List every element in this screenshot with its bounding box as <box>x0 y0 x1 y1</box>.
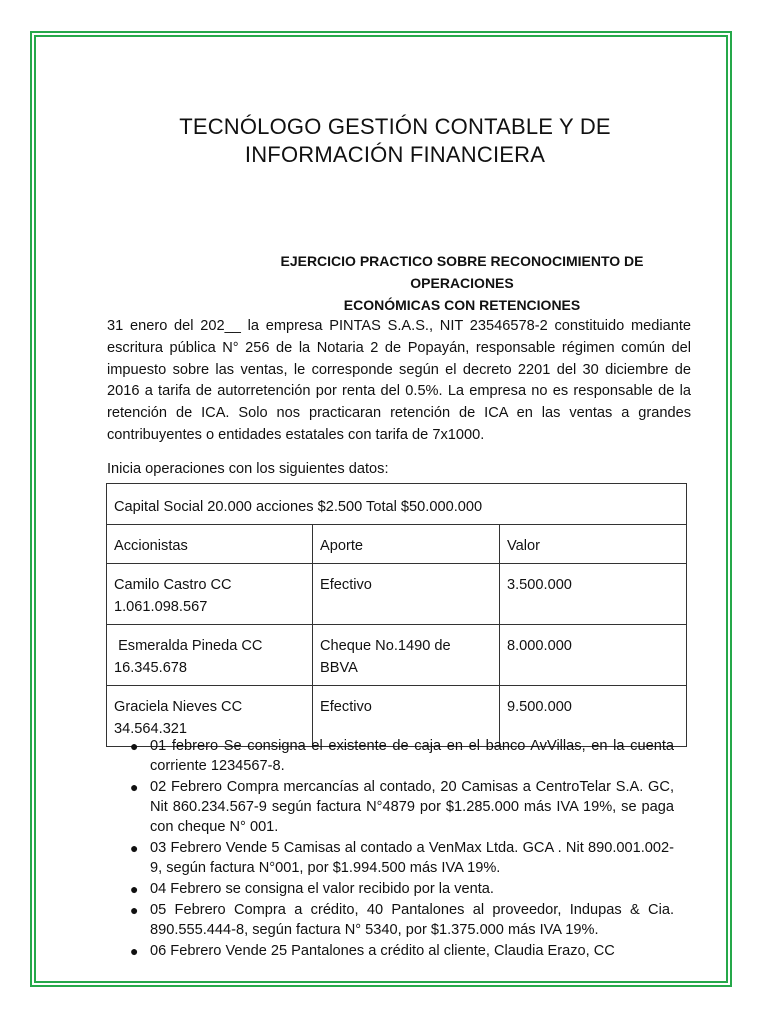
table-row <box>107 564 687 625</box>
exercise-subtitle <box>228 250 696 316</box>
operation-text: 03 Febrero Vende 5 Camisas al contado a VenMax Ltda. GCA . Nit 890.001.002-9, según factura N°001, por $1.994.500 más IVA 19%. <box>150 840 674 876</box>
list-item <box>128 941 674 961</box>
list-item <box>128 736 674 776</box>
list-item <box>128 879 674 899</box>
cell-aporte: Cheque No.1490 de BBVA <box>313 625 500 686</box>
capital-row <box>107 484 687 525</box>
bullet-icon: ● <box>130 902 139 918</box>
subtitle-line-1: EJERCICIO PRACTICO SOBRE RECONOCIMIENTO DE OPERACIONES <box>280 253 644 291</box>
cell-accionista: Graciela Nieves CC 34.564.321 <box>107 686 313 747</box>
cell-aporte: Efectivo <box>313 564 500 625</box>
cell-accionista: Esmeralda Pineda CC 16.345.678 <box>107 625 313 686</box>
bullet-icon: ● <box>130 779 139 795</box>
operation-text: 01 febrero Se consigna el existente de caja en el banco AvVillas, en la cuenta corriente 1234567-8. <box>150 738 674 774</box>
table-row <box>107 625 687 686</box>
lead-text: Inicia operaciones con los siguientes datos: <box>107 461 389 477</box>
intro-paragraph: 31 enero del 202__ la empresa PINTAS S.A.S., NIT 23546578-2 constituido mediante escritura pública N° 256 de la Notaria 2 de Popayán, responsable régimen común del impuesto sobre las ventas, le corresponde según el decreto 2201 del 30 diciembre de 2016 a tarifa de autorretención por renta del 0.5%. La empresa no es responsable de la retención de ICA. Solo nos practicaran retención de ICA en las ventas a grandes contribuyentes o entidades estatales con tarifa de 7x1000. <box>107 318 691 443</box>
header-accionistas: Accionistas <box>107 525 313 564</box>
capital-cell: Capital Social 20.000 acciones $2.500 Total $50.000.000 <box>107 484 687 525</box>
bullet-icon: ● <box>130 881 139 897</box>
header-valor: Valor <box>500 525 687 564</box>
subtitle-line-2: ECONÓMICAS CON RETENCIONES <box>343 297 581 313</box>
operation-text: 06 Febrero Vende 25 Pantalones a crédito al cliente, Claudia Erazo, CC <box>150 943 615 959</box>
title-line-2: INFORMACIÓN FINANCIERA <box>244 142 546 167</box>
table-header-row <box>107 525 687 564</box>
title-line-1: TECNÓLOGO GESTIÓN CONTABLE Y DE <box>179 114 611 139</box>
document-title <box>100 113 690 169</box>
cell-valor: 3.500.000 <box>500 564 687 625</box>
bullet-icon: ● <box>130 738 139 754</box>
cell-aporte: Efectivo <box>313 686 500 747</box>
list-item <box>128 838 674 878</box>
operation-text: 05 Febrero Compra a crédito, 40 Pantalones al proveedor, Indupas & Cia. 890.555.444-8, según factura N° 5340, por $1.375.000 más IVA 19%. <box>150 902 674 938</box>
operations-list <box>128 736 674 962</box>
capital-table <box>106 483 687 747</box>
list-item <box>128 777 674 837</box>
list-item <box>128 900 674 940</box>
header-aporte: Aporte <box>313 525 500 564</box>
bullet-icon: ● <box>130 943 139 959</box>
operation-text: 04 Febrero se consigna el valor recibido por la venta. <box>150 881 494 897</box>
cell-valor: 8.000.000 <box>500 625 687 686</box>
operation-text: 02 Febrero Compra mercancías al contado, 20 Camisas a CentroTelar S.A. GC, Nit 860.234.567-9 según factura N°4879 por $1.285.000 más IVA 19%, se paga con cheque N° 001. <box>150 779 674 835</box>
cell-accionista: Camilo Castro CC 1.061.098.567 <box>107 564 313 625</box>
cell-valor: 9.500.000 <box>500 686 687 747</box>
bullet-icon: ● <box>130 840 139 856</box>
